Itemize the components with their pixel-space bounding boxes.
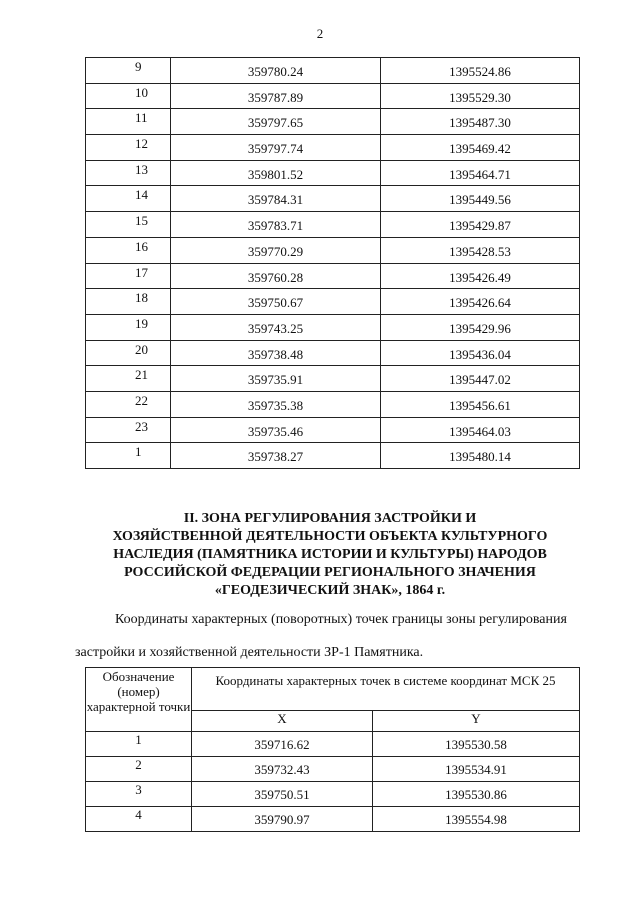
page-number: 2 (316, 26, 324, 41)
x-coordinate-cell: 359735.38 (171, 391, 381, 417)
x-coordinate-cell: 359735.91 (171, 366, 381, 392)
x-coordinate-cell: 359732.43 (192, 757, 373, 782)
y-coordinate-cell: 1395464.03 (381, 417, 580, 443)
table-row (86, 237, 580, 263)
point-number-cell: 15 (86, 212, 171, 238)
point-number-cell: 18 (86, 289, 171, 315)
column-header-coordinate-system: Координаты характерных точек в системе координат МСК 25 (192, 668, 580, 711)
point-number-cell: 23 (86, 417, 171, 443)
y-coordinate-cell: 1395487.30 (381, 109, 580, 135)
section-heading-line: «ГЕОДЕЗИЧЕСКИЙ ЗНАК», 1864 г. (214, 583, 446, 598)
point-number-cell: 13 (86, 160, 171, 186)
x-coordinate-cell: 359780.24 (171, 58, 381, 84)
y-coordinate-cell: 1395426.64 (381, 289, 580, 315)
y-coordinate-cell: 1395469.42 (381, 135, 580, 161)
x-coordinate-cell: 359797.74 (171, 135, 381, 161)
table-row (86, 135, 580, 161)
table-row (86, 289, 580, 315)
x-coordinate-cell: 359801.52 (171, 160, 381, 186)
table-row (86, 391, 580, 417)
table-row (86, 58, 580, 84)
x-coordinate-cell: 359743.25 (171, 314, 381, 340)
y-coordinate-cell: 1395534.91 (373, 757, 580, 782)
x-coordinate-cell: 359790.97 (192, 807, 373, 832)
section-heading-line: ХОЗЯЙСТВЕННОЙ ДЕЯТЕЛЬНОСТИ ОБЪЕКТА КУЛЬТУРНОГО (112, 529, 548, 544)
y-coordinate-cell: 1395529.30 (381, 83, 580, 109)
section-heading-line: II. ЗОНА РЕГУЛИРОВАНИЯ ЗАСТРОЙКИ И (183, 511, 477, 526)
section-heading-line: РОССИЙСКОЙ ФЕДЕРАЦИИ РЕГИОНАЛЬНОГО ЗНАЧЕНИЯ (124, 565, 536, 580)
column-header-designation: Обозначение (номер) характерной точки (86, 668, 192, 732)
x-coordinate-cell: 359750.67 (171, 289, 381, 315)
table-row (86, 757, 580, 782)
table-row (86, 263, 580, 289)
point-number-cell: 16 (86, 237, 171, 263)
point-number-cell: 22 (86, 391, 171, 417)
table-row (86, 417, 580, 443)
x-coordinate-cell: 359797.65 (171, 109, 381, 135)
point-number-cell: 1 (86, 732, 192, 757)
paragraph-line: Координаты характерных (поворотных) точек границы зоны регулирования (115, 612, 567, 627)
point-number-cell: 19 (86, 314, 171, 340)
y-coordinate-cell: 1395428.53 (381, 237, 580, 263)
y-coordinate-cell: 1395456.61 (381, 391, 580, 417)
x-coordinate-cell: 359783.71 (171, 212, 381, 238)
y-coordinate-cell: 1395429.87 (381, 212, 580, 238)
y-coordinate-cell: 1395436.04 (381, 340, 580, 366)
x-coordinate-cell: 359787.89 (171, 83, 381, 109)
point-number-cell: 21 (86, 366, 171, 392)
section-heading (90, 510, 570, 600)
table-row (86, 807, 580, 832)
y-coordinate-cell: 1395554.98 (373, 807, 580, 832)
y-coordinate-cell: 1395449.56 (381, 186, 580, 212)
table-row (86, 109, 580, 135)
y-coordinate-cell: 1395429.96 (381, 314, 580, 340)
section-heading-line: НАСЛЕДИЯ (ПАМЯТНИКА ИСТОРИИ И КУЛЬТУРЫ) НАРОДОВ (113, 547, 547, 562)
table-row (86, 366, 580, 392)
table-row (86, 160, 580, 186)
table-row (86, 732, 580, 757)
y-coordinate-cell: 1395464.71 (381, 160, 580, 186)
y-coordinate-cell: 1395447.02 (381, 366, 580, 392)
x-coordinate-cell: 359735.46 (171, 417, 381, 443)
point-number-cell: 1 (86, 443, 171, 469)
x-coordinate-cell: 359770.29 (171, 237, 381, 263)
point-number-cell: 2 (86, 757, 192, 782)
y-coordinate-cell: 1395426.49 (381, 263, 580, 289)
point-number-cell: 17 (86, 263, 171, 289)
coordinates-table-zone-zr1 (85, 667, 580, 832)
x-coordinate-cell: 359750.51 (192, 782, 373, 807)
y-coordinate-cell: 1395480.14 (381, 443, 580, 469)
table-row (86, 83, 580, 109)
table-row (86, 186, 580, 212)
point-number-cell: 12 (86, 135, 171, 161)
coordinates-table-zone-1 (85, 57, 580, 469)
point-number-cell: 20 (86, 340, 171, 366)
y-coordinate-cell: 1395530.58 (373, 732, 580, 757)
point-number-cell: 9 (86, 58, 171, 84)
point-number-cell: 10 (86, 83, 171, 109)
point-number-cell: 3 (86, 782, 192, 807)
point-number-cell: 11 (86, 109, 171, 135)
x-coordinate-cell: 359760.28 (171, 263, 381, 289)
x-coordinate-cell: 359784.31 (171, 186, 381, 212)
paragraph-line: застройки и хозяйственной деятельности ЗР-1 Памятника. (75, 645, 424, 660)
table-row (86, 212, 580, 238)
table-row (86, 340, 580, 366)
table-row (86, 443, 580, 469)
table-row (86, 314, 580, 340)
y-coordinate-cell: 1395524.86 (381, 58, 580, 84)
table-row (86, 782, 580, 807)
x-coordinate-cell: 359738.27 (171, 443, 381, 469)
y-coordinate-cell: 1395530.86 (373, 782, 580, 807)
point-number-cell: 14 (86, 186, 171, 212)
x-coordinate-cell: 359716.62 (192, 732, 373, 757)
x-coordinate-cell: 359738.48 (171, 340, 381, 366)
point-number-cell: 4 (86, 807, 192, 832)
column-header-x: X (192, 711, 373, 732)
column-header-y: Y (373, 711, 580, 732)
